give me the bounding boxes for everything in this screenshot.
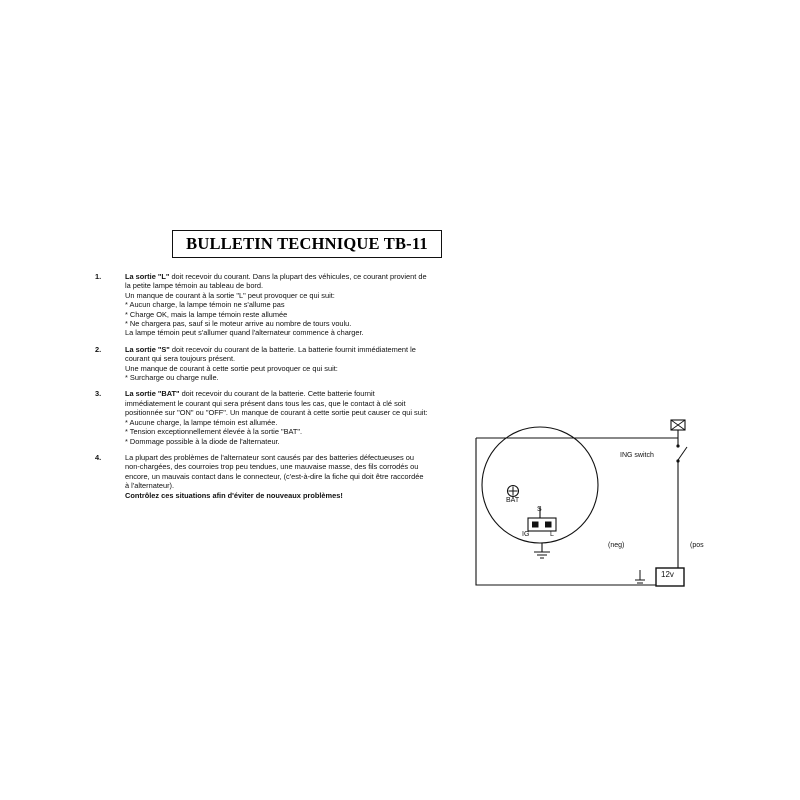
paragraph-line: * Charge OK, mais la lampe témoin reste allumée xyxy=(125,309,288,319)
emphasis-term: La sortie "L" xyxy=(125,272,170,281)
label-pos: (pos xyxy=(690,542,704,549)
list-item-lead-line xyxy=(125,272,515,281)
label-neg: (neg) xyxy=(608,542,625,549)
negative-ground-symbol xyxy=(635,570,645,583)
list-item-number: 4. xyxy=(95,452,102,462)
ground-symbol xyxy=(534,552,550,558)
paragraph-line: * Dommage possible à la diode de l'alternateur. xyxy=(125,436,280,446)
paragraph-line: * Aucun charge, la lampe témoin ne s'allume pas xyxy=(125,300,285,310)
lead-rest: doit recevoir du courant de la batterie. Cette batterie fournit xyxy=(179,389,375,399)
connector-pin-l xyxy=(545,522,552,528)
paragraph-line: courant qui sera toujours présent. xyxy=(125,354,236,364)
list-item-number: 3. xyxy=(95,389,102,399)
paragraph-line: la petite lampe témoin au tableau de bord. xyxy=(125,281,264,291)
paragraph-line: * Aucune charge, la lampe témoin est allumée. xyxy=(125,417,278,427)
paragraph-line: positionnée sur "ON" ou "OFF". Un manque de courant à cette sortie peut causer ce qui suit: xyxy=(125,408,428,418)
label-ing-switch: ING switch xyxy=(620,452,654,459)
paragraph-line: La lampe témoin peut s'allumer quand l'alternateur commence à charger. xyxy=(125,328,364,338)
paragraph-line: immédiatement le courant qui sera présent dans tous les cas, que le contact à clé soit xyxy=(125,398,406,408)
label-s: S xyxy=(537,506,542,513)
switch-blade xyxy=(678,447,687,460)
label-ig: IG xyxy=(522,531,530,538)
emphasis-term: La sortie "S" xyxy=(125,344,170,354)
emphasis-term: La sortie "BAT" xyxy=(125,389,180,399)
list-item-lead-line xyxy=(125,345,515,354)
paragraph-line: Une manque de courant à cette sortie peut provoquer ce qui suit: xyxy=(125,363,338,373)
paragraph-line: à l'alternateur). xyxy=(125,481,175,491)
paragraph-line: encore, un mauvais contact dans le connecteur, (c'est-à-dire la fiche qui doit être raccordée xyxy=(125,471,424,481)
switch-contact-top xyxy=(676,444,679,447)
list-item-body xyxy=(125,345,515,383)
list-item xyxy=(95,389,515,445)
label-battery-voltage: 12v xyxy=(661,570,674,579)
label-bat: BAT xyxy=(506,497,520,504)
list-item-body xyxy=(125,272,515,338)
paragraph-line: * Tension exceptionnellement élevée à la sortie "BAT". xyxy=(125,427,303,437)
list-item xyxy=(95,272,515,338)
list-item-lead-line: La plupart des problèmes de l'alternateur sont causés par des batteries défectueuses ou xyxy=(125,452,415,462)
paragraph-line: * Ne chargera pas, sauf si le moteur arrive au nombre de tours voulu. xyxy=(125,319,352,329)
page-title: BULLETIN TECHNIQUE TB-11 xyxy=(186,234,428,253)
closing-note: Contrôlez ces situations afin d'éviter de nouveaux problèmes! xyxy=(125,490,343,500)
list-item-body xyxy=(125,389,515,445)
lead-rest: doit recevoir du courant. Dans la plupart des véhicules, ce courant provient de xyxy=(169,272,427,281)
connector-pin-ig xyxy=(532,522,539,528)
list-item-number: 2. xyxy=(95,344,102,354)
wiring-diagram xyxy=(468,400,728,600)
list-item xyxy=(95,453,515,500)
ground-wire xyxy=(476,438,628,585)
document-body xyxy=(95,272,515,507)
document-title-box xyxy=(172,230,442,258)
label-l: L xyxy=(550,531,554,538)
list-item-number: 1. xyxy=(95,272,102,281)
list-item-lead-line xyxy=(125,389,515,398)
paragraph-line: non-chargées, des courroies trop peu tendues, une mauvaise masse, des fils corrodés ou xyxy=(125,462,419,472)
lead-rest: doit recevoir du courant de la batterie. La batterie fournit immédiatement le xyxy=(169,344,416,354)
list-item-body xyxy=(125,453,515,500)
paragraph-line: Un manque de courant à la sortie "L" peut provoquer ce qui suit: xyxy=(125,290,335,300)
paragraph-line: * Surcharge ou charge nulle. xyxy=(125,373,219,383)
list-item xyxy=(95,345,515,383)
